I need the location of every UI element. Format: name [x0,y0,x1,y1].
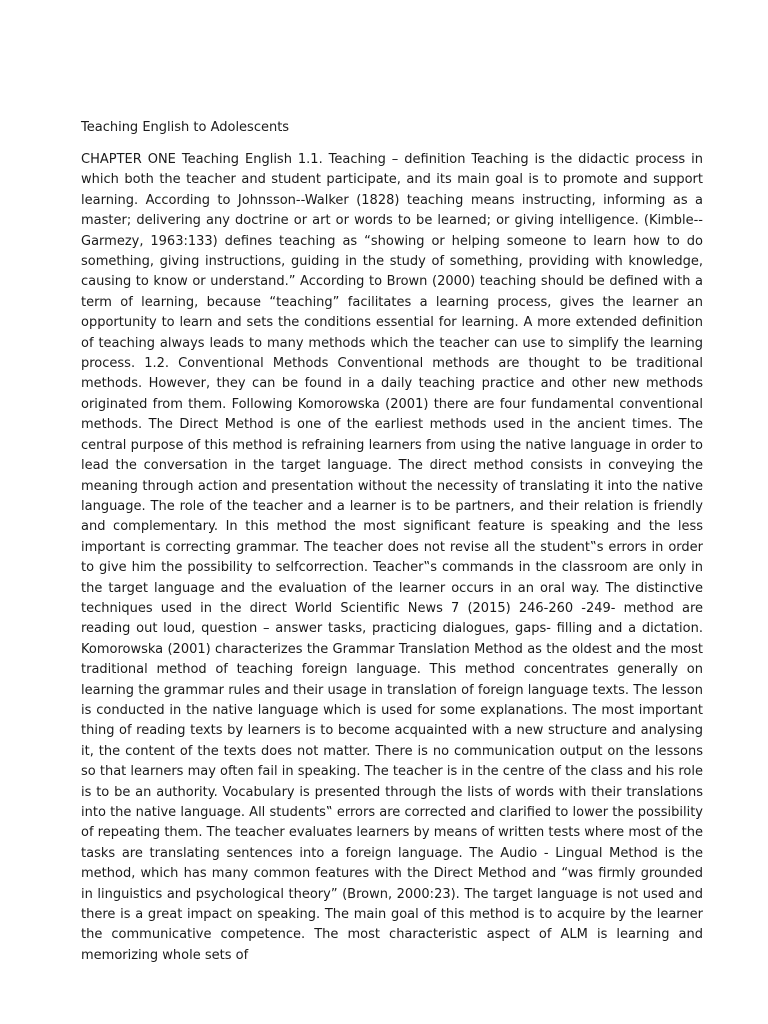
document-body-text: CHAPTER ONE Teaching English 1.1. Teaching – definition Teaching is the didactic process in which both the teacher and student participate, and its main goal is to promote and support learning. According to Johnsson--Walker (1828) teaching means instructing, informing as a master; delivering any doctrine or art or words to be learned; or giving intelligence. (Kimble--Garmezy, 1963:133) defines teaching as “showing or helping someone to learn how to do something, giving instructions, guiding in the study of something, providing with knowledge, causing to know or understand.” According to Brown (2000) teaching should be defined with a term of learning, because “teaching” facilitates a learning process, gives the learner an opportunity to learn and sets the conditions essential for learning. A more extended definition of teaching always leads to many methods which the teacher can use to simplify the learning process. 1.2. Conventional Methods Conventional methods are thought to be traditional methods. However, they can be found in a daily teaching practice and other new methods originated from them. Following Komorowska (2001) there are four fundamental conventional methods. The Direct Method is one of the earliest methods used in the ancient times. The central purpose of this method is refraining learners from using the native language in order to lead the conversation in the target language. The direct method consists in conveying the meaning through action and presentation without the necessity of translating it into the native language. The role of the teacher and a learner is to be partners, and their relation is friendly and complementary. In this method the most significant feature is speaking and the less important is correcting grammar. The teacher does not revise all the student‟s errors in order to give him the possibility to selfcorrection. Teacher‟s commands in the classroom are only in the target language and the evaluation of the learner occurs in an oral way. The distinctive techniques used in the direct World Scientific News 7 (2015) 246-260 -249- method are reading out loud, question – answer tasks, practicing dialogues, gaps- filling and a dictation. Komorowska (2001) characterizes the Grammar Translation Method as the oldest and the most traditional method of teaching foreign language. This method concentrates generally on learning the grammar rules and their usage in translation of foreign language texts. The lesson is conducted in the native language which is used for some explanations. The most important thing of reading texts by learners is to become acquainted with a new structure and analysing it, the content of the texts does not matter. There is no communication output on the lessons so that learners may often fail in speaking. The teacher is in the centre of the class and his role is to be an authority. Vocabulary is presented through the lists of words with their translations into the native language. All students‟ errors are corrected and clarified to lower the possibility of repeating them. The teacher evaluates learners by means of written tests where most of the tasks are translating sentences into a foreign language. The Audio - Lingual Method is the method, which has many common features with the Direct Method and “was firmly grounded in linguistics and psychological theory” (Brown, 2000:23). The target language is not used and there is a great impact on speaking. The main goal of this method is to acquire by the learner the communicative competence. The most characteristic aspect of ALM is learning and memorizing whole sets of [81,152,703,963]
document-title: Teaching English to Adolescents [81,120,290,135]
document-page [81,118,703,966]
